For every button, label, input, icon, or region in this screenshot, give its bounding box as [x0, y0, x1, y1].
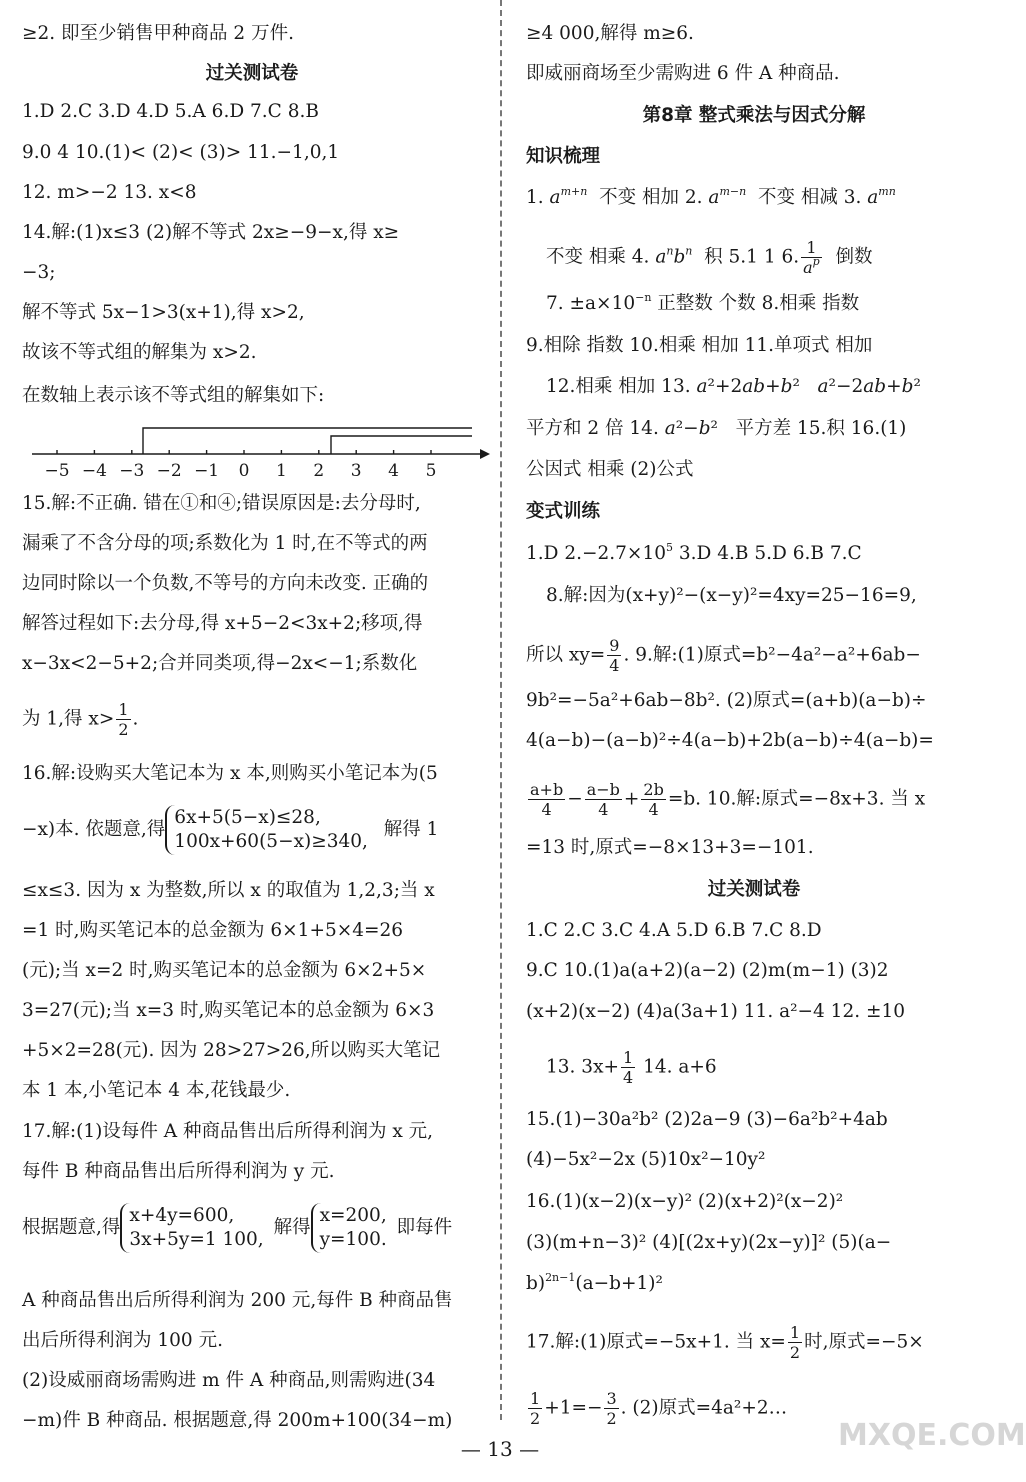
tick-label: −1 [194, 461, 220, 481]
text-segment: 不变 相乘 4. [546, 246, 650, 268]
text-line: 解不等式 5x−1>3(x+1),得 x>2, [22, 302, 305, 323]
text-line: 不变 相乘 4. $a^nb^n$ 积 5.1 1 6. $\frac{1}{a^p}$ 倒数 [546, 238, 873, 277]
text-line: 16.解:设购买大笔记本为 x 本,则购买小笔记本为(5 [22, 763, 438, 784]
text-segment: 平方差 15.积 16.(1) [735, 418, 907, 439]
numerator: 1 [623, 1048, 634, 1067]
tick-label: −2 [156, 461, 182, 481]
text-line: =13 时,原式=−8×13+3=−101. [526, 837, 814, 858]
tick-label: 4 [388, 461, 400, 481]
text-segment: −x)本. 依题意,得 [22, 819, 166, 840]
denominator: 4 [623, 1068, 634, 1087]
denominator: 4 [598, 800, 609, 819]
text-line: 12.相乘 相加 13. a²+2ab+b² a²−2ab+b² [546, 376, 921, 397]
numerator: 1 [789, 1323, 801, 1342]
fraction [604, 1389, 618, 1428]
watermark-logo: MXQE.COM [838, 1418, 1026, 1453]
text-line: 公因式 相乘 (2)公式 [526, 459, 694, 480]
section-title: 过关测试卷 [205, 63, 299, 84]
text-line [22, 700, 138, 739]
equation-system [165, 805, 372, 855]
fraction [528, 1389, 542, 1428]
text-line: (2)设威丽商场需购进 m 件 A 种商品,则需购进(34 [22, 1370, 436, 1391]
text-line: (元);当 x=2 时,购买笔记本的总金额为 6×2+5× [22, 960, 427, 981]
text-line: −3; [22, 262, 56, 283]
answer-line: (3)(m+n−3)² (4)[(2x+y)(2x−y)]² (5)(a− [526, 1232, 892, 1253]
text-line: =1 时,购买笔记本的总金额为 6×1+5×4=26 [22, 920, 404, 941]
numerator: 2b [643, 780, 664, 799]
denominator: 2 [530, 1409, 541, 1428]
fraction [585, 780, 622, 819]
numerator: a−b [586, 780, 620, 799]
text-line: A 种商品售出后所得利润为 200 元,每件 B 种商品售 [22, 1290, 453, 1311]
tick-label: 3 [350, 461, 362, 481]
tick-label: 1 [275, 461, 287, 481]
text-line: 平方和 2 倍 14. a²−b² 平方差 15.积 16.(1) [526, 418, 907, 439]
fraction [116, 700, 130, 739]
numerator: 3 [606, 1389, 617, 1408]
answer-line: 12. m>−2 13. x<8 [22, 182, 197, 203]
text-line: −m)件 B 种商品. 根据题意,得 200m+100(34−m) [22, 1410, 453, 1431]
text-line: 1. $a^{m+n}$ 不变 相加 2. $a^{m-n}$ 不变 相减 3. $a^{mn}$ [526, 185, 896, 208]
equation: x+4y=600, [129, 1205, 235, 1226]
solution-system [311, 1203, 391, 1253]
answer-line: 15.(1)−30a²b² (2)2a−9 (3)−6a²b²+4ab [526, 1109, 888, 1130]
text-line: ≥4 000,解得 m≥6. [526, 23, 694, 44]
answer-line [526, 1272, 663, 1296]
text-segment: 1.D 2.−2.7×10 [526, 543, 666, 564]
text-segment: 不变 相加 2. [599, 187, 703, 208]
text-segment: 积 5.1 1 6. [704, 246, 800, 268]
text-segment: 12.相乘 相加 13. [546, 376, 691, 397]
text-segment: 不变 相减 3. [757, 187, 862, 208]
text-line: 3=27(元);当 x=3 时,购买笔记本的总金额为 6×3 [22, 1000, 435, 1021]
equation: 100x+60(5−x)≥340, [174, 831, 368, 852]
denominator: 4 [541, 800, 552, 819]
denominator: 2 [789, 1343, 801, 1362]
exponent: 5 [665, 541, 673, 554]
text-line: 边同时除以一个负数,不等号的方向未改变. 正确的 [22, 573, 429, 594]
text-segment: 1. [526, 187, 544, 208]
numerator: 1 [118, 700, 129, 719]
answer-line: 1.C 2.C 3.C 4.A 5.D 6.B 7.C 8.D [526, 920, 822, 941]
section-heading: 变式训练 [526, 501, 601, 522]
text-line: 9b²=−5a²+6ab−8b². (2)原式=(a+b)(a−b)÷ [526, 690, 927, 711]
equation-system [120, 1203, 267, 1253]
text-line [546, 292, 859, 316]
equation: 3x+5y=1 100, [129, 1229, 264, 1250]
text-line: 14.解:(1)x≤3 (2)解不等式 2x≥−9−x,得 x≥ [22, 222, 400, 243]
text-segment: … [768, 1397, 788, 1419]
column-divider [500, 0, 502, 1420]
axis-arrow [480, 449, 490, 459]
text-segment: 解得 [273, 1217, 311, 1238]
exponent: 2n−1 [545, 1271, 576, 1284]
answer-line: 1.D 2.C 3.D 4.D 5.A 6.D 7.C 8.B [22, 101, 319, 122]
tick-label: −4 [81, 461, 107, 481]
number-line-diagram [32, 422, 492, 482]
text-segment: 13. 3x+ [546, 1056, 620, 1078]
answer-line [546, 1048, 717, 1087]
text-segment: 解得 1 [383, 819, 439, 840]
tick-label: 0 [238, 461, 250, 481]
fraction: $\frac{1}{a^p}$ [803, 238, 820, 277]
fraction [607, 636, 621, 675]
text-line: ≥2. 即至少销售甲种商品 2 万件. [22, 23, 294, 44]
denominator: 2 [606, 1409, 617, 1428]
text-segment: 根据题意,得 [22, 1217, 121, 1238]
tick-label: 5 [425, 461, 437, 481]
numerator: a+b [530, 780, 564, 799]
numerator: 1 [530, 1389, 541, 1408]
text-segment: . 9.解:(1)原式=b²−4a²−a²+6ab− [623, 644, 921, 666]
text-segment: 3.D 4.B 5.D 6.B 7.C [672, 543, 862, 564]
text-segment: 所以 xy= [526, 644, 606, 666]
text-line: 9.相除 指数 10.相乘 相加 11.单项式 相加 [526, 335, 873, 356]
text-line: ≤x≤3. 因为 x 为整数,所以 x 的取值为 1,2,3;当 x [22, 880, 435, 901]
text-line: 故该不等式组的解集为 x>2. [22, 342, 257, 363]
text-segment: 7. ±a×10 [546, 293, 636, 314]
text-line: 15.解:不正确. 错在①和④;错误原因是:去分母时, [22, 493, 421, 514]
text-segment: 平方和 2 倍 14. [526, 418, 659, 439]
equation: x=200, [319, 1205, 387, 1226]
tick-label: 2 [313, 461, 325, 481]
text-segment: b) [526, 1273, 546, 1294]
solution-bracket-x-ge-minus3 [143, 428, 472, 454]
text-segment: 14. a+6 [637, 1056, 717, 1078]
solution-bracket-x-gt-2 [331, 436, 472, 454]
text-segment: 即每件 [396, 1217, 453, 1238]
page-number: — 13 — [460, 1437, 540, 1461]
exponent: −n [635, 291, 652, 304]
equation: 6x+5(5−x)≤28, [174, 807, 321, 828]
text-segment: . (2)原式=4a²+2 [620, 1397, 769, 1419]
text-line: 本 1 本,小笔记本 4 本,花钱最少. [22, 1080, 291, 1101]
section-title: 过关测试卷 [707, 879, 801, 900]
text-segment: =b. 10.解:原式=−8x+3. 当 x [667, 788, 926, 810]
answer-line: 16.(1)(x−2)(x−y)² (2)(x+2)²(x−2)² [526, 1191, 844, 1212]
fraction [528, 780, 565, 819]
text-line: x−3x<2−5+2;合并同类项,得−2x<−1;系数化 [22, 653, 418, 674]
denominator: 4 [609, 656, 620, 675]
text-segment: 时,原式=−5× [804, 1331, 924, 1353]
text-segment: (a−b+1)² [575, 1273, 663, 1294]
text-line: 8.解:因为(x+y)²−(x−y)²=4xy=25−16=9, [546, 585, 917, 606]
answer-line: 9.0 4 10.(1)< (2)< (3)> 11.−1,0,1 [22, 142, 340, 163]
text-segment: 正整数 个数 8.相乘 指数 [651, 293, 860, 314]
denominator: 4 [648, 800, 659, 819]
answer-line: (4)−5x²−2x (5)10x²−10y² [526, 1149, 766, 1170]
tick-label: −5 [44, 461, 70, 481]
denominator: 2 [118, 720, 129, 739]
text-line: +5×2=28(元). 因为 28>27>26,所以购买大笔记 [22, 1040, 441, 1061]
text-line [526, 542, 862, 566]
section-heading: 知识梳理 [526, 146, 601, 167]
tick-label: −3 [119, 461, 145, 481]
text-line: 每件 B 种商品售出后所得利润为 y 元. [22, 1161, 335, 1182]
text-line: 漏乘了不含分母的项;系数化为 1 时,在不等式的两 [22, 533, 428, 554]
text-segment: 17.解:(1)原式=−5x+1. 当 x= [526, 1331, 786, 1353]
equation: y=100. [319, 1229, 387, 1250]
text-line [22, 1203, 452, 1253]
text-line: 在数轴上表示该不等式组的解集如下: [22, 385, 325, 406]
text-line [22, 805, 438, 855]
fraction [641, 780, 665, 819]
text-line [526, 1389, 787, 1428]
text-segment: 倒数 [835, 246, 873, 268]
text-segment: 为 1,得 x> [22, 708, 115, 730]
text-line [526, 636, 921, 675]
chapter-title: 第8章 整式乘法与因式分解 [642, 105, 866, 126]
text-line: 4(a−b)−(a−b)²÷4(a−b)+2b(a−b)÷4(a−b)= [526, 730, 934, 751]
numerator: 9 [609, 636, 620, 655]
text-segment: +1=− [544, 1397, 603, 1419]
answer-line: (x+2)(x−2) (4)a(3a+1) 11. a²−4 12. ±10 [526, 1001, 906, 1022]
text-line: 解答过程如下:去分母,得 x+5−2<3x+2;移项,得 [22, 613, 423, 634]
text-line: 17.解:(1)设每件 A 种商品售出后所得利润为 x 元, [22, 1121, 434, 1142]
text-line: $\frac{a+b}{4}$ − $\frac{a-b}{4}$ + $\frac{2b}{4}$ =b. 10.解:原式=−8x+3. 当 x [530, 780, 926, 819]
fraction [621, 1048, 635, 1087]
text-line: 即威丽商场至少需购进 6 件 A 种商品. [526, 63, 840, 84]
text-line [526, 1323, 924, 1362]
text-line: 出后所得利润为 100 元. [22, 1330, 223, 1351]
text-segment: . [132, 708, 139, 730]
fraction [788, 1323, 802, 1362]
answer-line: 9.C 10.(1)a(a+2)(a−2) (2)m(m−1) (3)2 [526, 960, 889, 981]
